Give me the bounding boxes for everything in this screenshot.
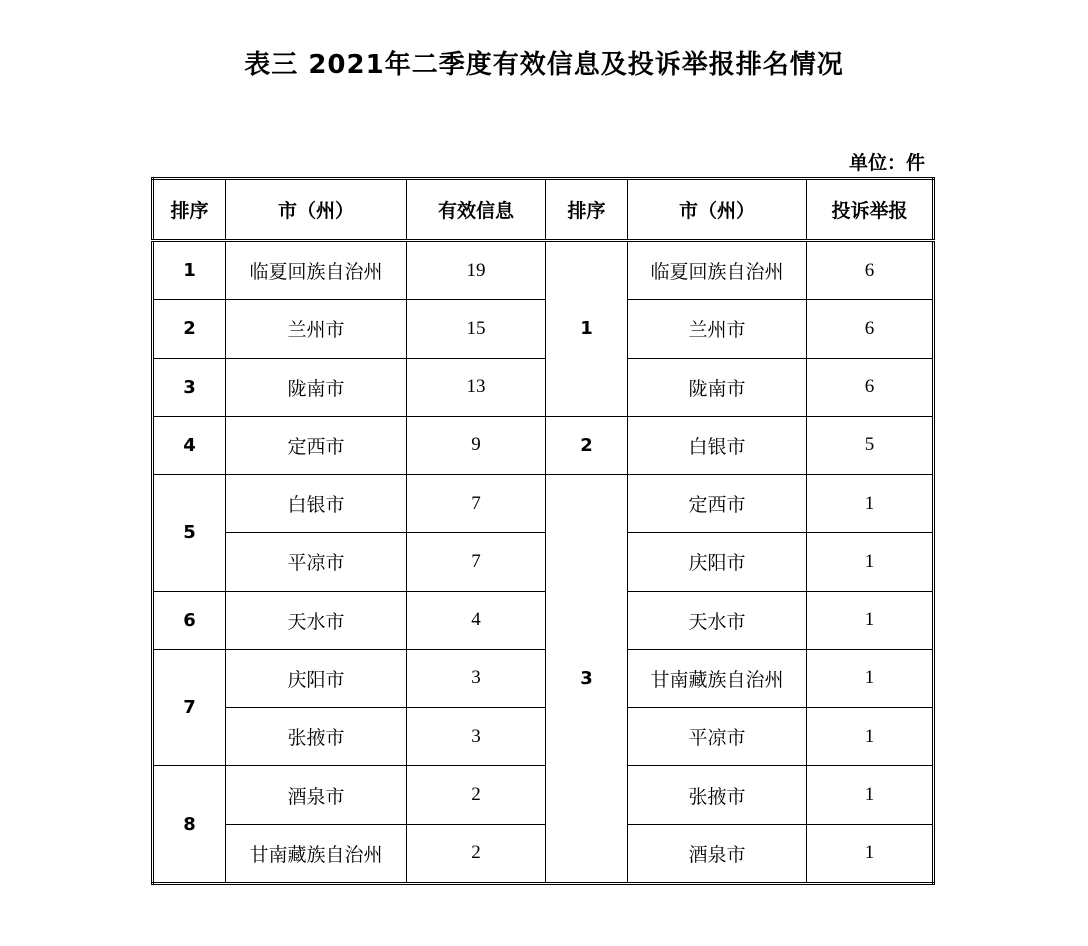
info-city: 白银市 bbox=[226, 475, 407, 533]
complaint-value: 1 bbox=[807, 591, 934, 649]
complaint-city: 天水市 bbox=[628, 591, 807, 649]
info-value: 3 bbox=[407, 649, 546, 707]
complaint-value: 1 bbox=[807, 649, 934, 707]
complaint-city: 临夏回族自治州 bbox=[628, 241, 807, 300]
ranking-table bbox=[151, 177, 935, 885]
info-city: 兰州市 bbox=[226, 300, 407, 358]
complaint-value: 6 bbox=[807, 300, 934, 358]
info-rank: 7 bbox=[153, 649, 226, 766]
info-city: 平凉市 bbox=[226, 533, 407, 591]
table-row bbox=[153, 416, 934, 474]
header-city-complaints: 市（州） bbox=[628, 179, 807, 241]
table-row bbox=[153, 533, 934, 591]
info-value: 7 bbox=[407, 475, 546, 533]
complaint-value: 5 bbox=[807, 416, 934, 474]
complaint-value: 1 bbox=[807, 475, 934, 533]
header-rank-complaints: 排序 bbox=[546, 179, 628, 241]
info-rank: 5 bbox=[153, 475, 226, 592]
info-city: 庆阳市 bbox=[226, 649, 407, 707]
header-row bbox=[153, 179, 934, 241]
complaint-city: 平凉市 bbox=[628, 708, 807, 766]
complaint-rank: 3 bbox=[546, 475, 628, 884]
info-rank: 3 bbox=[153, 358, 226, 416]
info-value: 15 bbox=[407, 300, 546, 358]
complaint-city: 甘南藏族自治州 bbox=[628, 649, 807, 707]
info-city: 临夏回族自治州 bbox=[226, 241, 407, 300]
info-rank: 4 bbox=[153, 416, 226, 474]
complaint-value: 6 bbox=[807, 358, 934, 416]
info-rank: 8 bbox=[153, 766, 226, 884]
header-city-info: 市（州） bbox=[226, 179, 407, 241]
complaint-city: 陇南市 bbox=[628, 358, 807, 416]
complaint-value: 1 bbox=[807, 533, 934, 591]
table-row bbox=[153, 824, 934, 883]
info-value: 7 bbox=[407, 533, 546, 591]
info-city: 定西市 bbox=[226, 416, 407, 474]
info-rank: 2 bbox=[153, 300, 226, 358]
info-rank: 1 bbox=[153, 241, 226, 300]
info-city: 陇南市 bbox=[226, 358, 407, 416]
complaint-city: 兰州市 bbox=[628, 300, 807, 358]
complaint-value: 1 bbox=[807, 708, 934, 766]
info-city: 酒泉市 bbox=[226, 766, 407, 824]
info-value: 2 bbox=[407, 824, 546, 883]
complaint-city: 白银市 bbox=[628, 416, 807, 474]
info-value: 3 bbox=[407, 708, 546, 766]
complaint-rank: 2 bbox=[546, 416, 628, 474]
complaint-city: 定西市 bbox=[628, 475, 807, 533]
complaint-city: 张掖市 bbox=[628, 766, 807, 824]
table-row bbox=[153, 300, 934, 358]
complaint-value: 1 bbox=[807, 766, 934, 824]
info-value: 4 bbox=[407, 591, 546, 649]
header-effective-info: 有效信息 bbox=[407, 179, 546, 241]
info-value: 13 bbox=[407, 358, 546, 416]
complaint-city: 酒泉市 bbox=[628, 824, 807, 883]
table-row bbox=[153, 591, 934, 649]
complaint-value: 1 bbox=[807, 824, 934, 883]
complaint-rank: 1 bbox=[546, 241, 628, 417]
unit-label: 单位：件 bbox=[848, 152, 925, 174]
header-complaint-reports: 投诉举报 bbox=[807, 179, 934, 241]
info-value: 19 bbox=[407, 241, 546, 300]
table-row bbox=[153, 475, 934, 533]
table-row bbox=[153, 649, 934, 707]
info-value: 9 bbox=[407, 416, 546, 474]
table-row bbox=[153, 708, 934, 766]
info-city: 甘南藏族自治州 bbox=[226, 824, 407, 883]
complaint-city: 庆阳市 bbox=[628, 533, 807, 591]
header-rank-info: 排序 bbox=[153, 179, 226, 241]
info-value: 2 bbox=[407, 766, 546, 824]
info-city: 天水市 bbox=[226, 591, 407, 649]
table-row bbox=[153, 358, 934, 416]
table-title: 表三 2021年二季度有效信息及投诉举报排名情况 bbox=[244, 50, 844, 80]
table-row bbox=[153, 766, 934, 824]
complaint-value: 6 bbox=[807, 241, 934, 300]
table-row bbox=[153, 241, 934, 300]
info-rank: 6 bbox=[153, 591, 226, 649]
info-city: 张掖市 bbox=[226, 708, 407, 766]
